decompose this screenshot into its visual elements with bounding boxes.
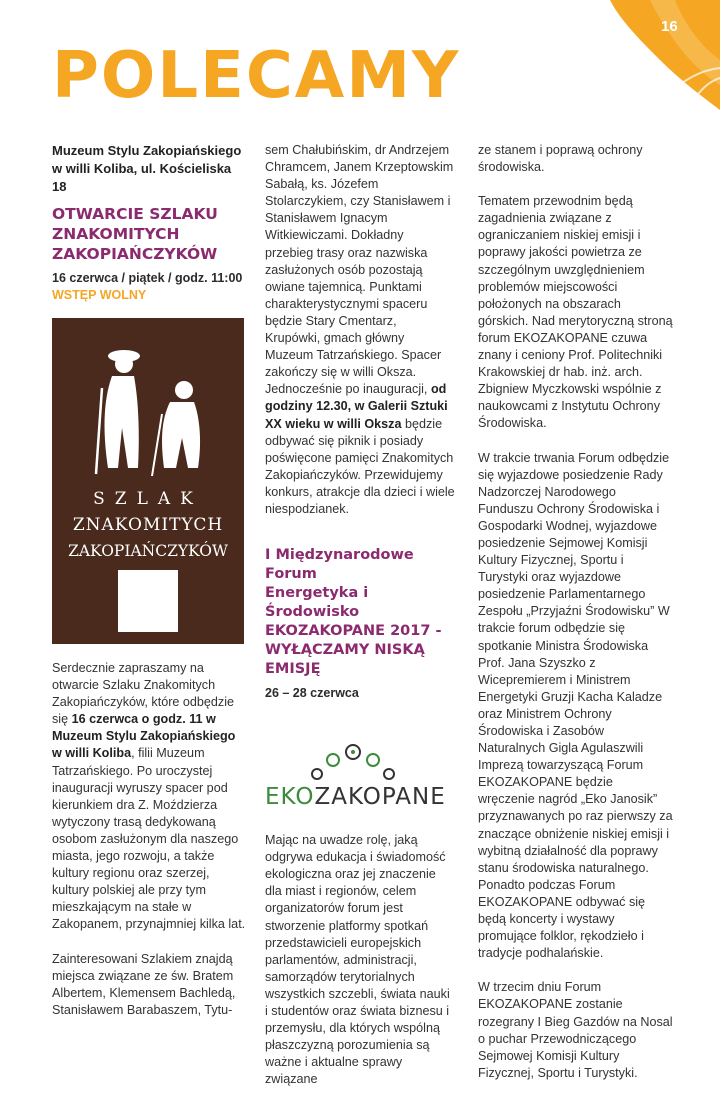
event2-paragraph-4: W trzecim dniu Forum EKOZAKOPANE zostanie rozegrany I Bieg Gazdów na Nosal o puchar Przewodniczącego Sejmowej Komisji Kultury Fizycznej, Sportu i Turystyki.: [478, 980, 673, 1080]
poster-white-box: [118, 570, 178, 632]
page-number: 16: [661, 18, 678, 35]
leaf-circles-icon: [305, 738, 405, 784]
event2-date: 26 – 28 czerwca: [265, 686, 359, 701]
event1-title: OTWARCIE SZLAKU ZNAKOMITYCH ZAKOPIAŃCZYKÓW: [52, 205, 218, 263]
event2-paragraph-3: W trakcie trwania Forum odbędzie się wyjazdowe posiedzenie Rady Nadzorczej Narodowego Funduszu Ochrony Środowiska i Gospodarki Wodnej, wyjazdowe posiedzenie Sejmowej Komisji Kultury Fizycznej, Sportu i Turystyki oraz wyjazdowe posiedzenie Parlamentarnego Zespołu „Przyjaźni Środowisku” W trakcie forum odbędzie się spotkanie Ministra Środowiska Prof. Jana Szyszko z Wicepremierem i Ministrem Energetyki Gruzji Kacha Kaladze oraz Ministrem Ochrony Środowiska i Zasobów Naturalnych Gigla Agulaszwili Imprezą towarzyszącą Forum EKOZAKOPANE będzie wręczenie nagród „Eko Janosik” przyznawanych po raz pierwszy za znaczące obniżenie niskiej emisji i wybitną działalność dla poprawy stanu środowiska naturalnego. Ponadto podczas Forum EKOZAKOPANE odbywać się będą koncerty i wystawy promujące folklor, rękodzieło i tradycje podhalańskie.: [478, 450, 673, 961]
event2-title: I Międzynarodowe Forum Energetyka i Środowisko EKOZAKOPANE 2017 - WYŁĄCZAMY NISKĄ EMISJĘ: [265, 547, 442, 678]
event1-admission: WSTĘP WOLNY: [52, 288, 147, 302]
event2-description: [265, 832, 455, 1088]
column-2: [265, 142, 455, 1088]
corner-leaf-decoration: [590, 0, 720, 110]
event2-paragraph-1-cont: ze stanem i poprawą ochrony środowiska.: [478, 143, 643, 175]
trail-poster-image: [52, 318, 244, 644]
event2-description-continued: [478, 142, 673, 1082]
ekozakopane-logo: [265, 738, 455, 818]
logo-wordmark: EKOZAKOPANE: [265, 784, 446, 811]
event1-date: 16 czerwca / piątek / godz. 11:00: [52, 271, 243, 285]
event2-paragraph-2: Tematem przewodnim będą zagadnienia związane z ograniczaniem niskiej emisji i poprawy jakości powietrza ze szczególnym uwzględnieniem problemów miejscowości położonych na obszarach górskich. Nad merytoryczną stroną forum EKOZAKOPANE czuwa znany i ceniony Prof. Politechniki Krakowskiej dr hab. inż. arch. Zbigniew Myczkowski wspólnie z naukowcami z Instytutu Ochrony Środowiska.: [478, 194, 673, 431]
poster-title: SZLAK ZNAKOMITYCH ZAKOPIAŃCZYKÓW: [68, 489, 228, 560]
walking-figures-illustration: [52, 318, 244, 488]
event1-paragraph-1: Serdecznie zapraszamy na otwarcie Szlaku Znakomitych Zakopiańczyków, które odbędzie się 16 czerwca o godz. 11 w Muzeum Stylu Zakopiańskiego w willi Koliba, filii Muzeum Tatrzańskiego. Po uroczystej inauguracji wyruszy spacer pod kierunkiem dra Z. Moździerza wytyczony trasą dedykowaną osobom zasłużonym dla naszego miasta, jego rozwoju, a także kultury regionu oraz szerzej, kultury polskiej ale przy tym mieszkającym na stałe w Zakopanem, przynajmniej kilka lat.: [52, 661, 246, 932]
event2-paragraph-1: Mając na uwadze rolę, jaką odgrywa edukacja i świadomość ekologiczna oraz jej znaczenie dla miast i regionów, celem organizatorów forum jest stworzenie platformy spotkań przedstawicieli europejskich parlamentów, administracji, samorządów terytorialnych wszystkich szczebli, świata nauki i studentów oraz świata biznesu i przemysłu, dla których wspólną płaszczyzną porozumienia są ważne i aktualne sprawy związane: [265, 833, 450, 1087]
event2-header: [265, 546, 455, 702]
event1-venue: Muzeum Stylu Zakopiańskiego w willi Koliba, ul. Kościeliska 18: [52, 143, 242, 194]
event1-description: [52, 660, 247, 1019]
column-1: [52, 142, 247, 1019]
event1-description-continued: [265, 142, 455, 518]
page-heading: POLECAMY: [52, 39, 461, 113]
column-3: [478, 142, 673, 1099]
event1-paragraph-2-start: Zainteresowani Szlakiem znajdą miejsca związane ze św. Bratem Albertem, Klemensem Bachledą, Stanisławem Barabaszem, Tytu-: [52, 951, 236, 1017]
event1-paragraph-2-cont: sem Chałubińskim, dr Andrzejem Chramcem, Janem Krzeptowskim Sabałą, ks. Józefem Stolarczykiem, czy Stanisławem i Stanisławem Ignacym Witkiewiczami. Dokładny przebieg trasy oraz nazwiska zasłużonych osób pozostają owiane tajemnicą. Punktami charakterystycznymi spaceru będzie Stary Cmentarz, Krupówki, gmach główny Muzeum Tatrzańskiego. Spacer zakończy się w willi Oksza. Jednocześnie po inauguracji, od godziny 12.30, w Galerii Sztuki XX wieku w willi Oksza będzie odbywać się piknik i posiady poświęcone pamięci Znakomitych Zakopiańczyków. Przewidujemy konkurs, atrakcje dla dzieci i wiele niespodzianek.: [265, 143, 455, 516]
